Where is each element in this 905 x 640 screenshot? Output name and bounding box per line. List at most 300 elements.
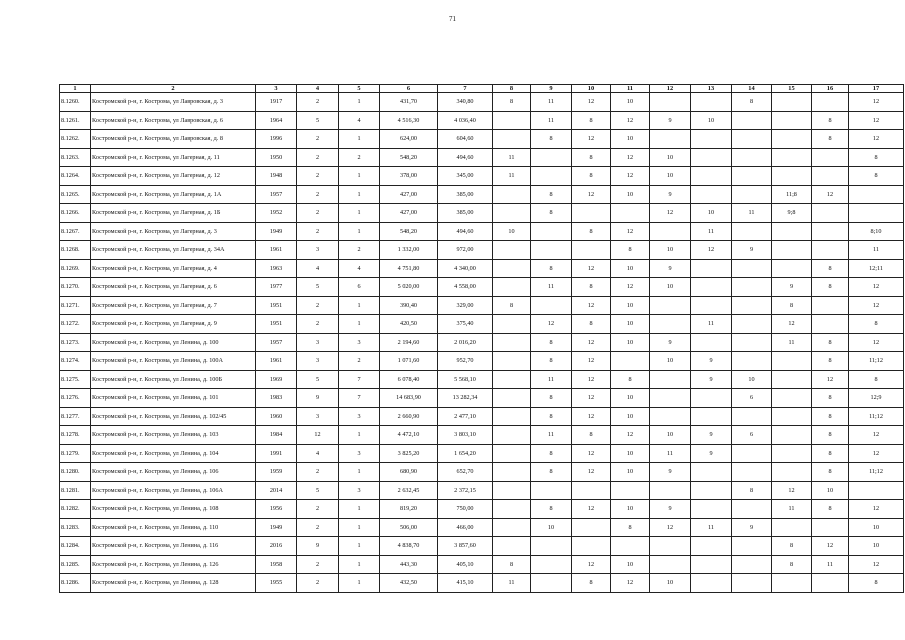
value-cell-col-15: 12 bbox=[772, 315, 812, 334]
value-cell-col-4: 9 bbox=[297, 537, 339, 556]
value-cell-col-7: 415,10 bbox=[438, 574, 493, 593]
value-cell-col-16: 12 bbox=[812, 537, 849, 556]
value-cell-col-4: 4 bbox=[297, 444, 339, 463]
value-cell-col-16: 11 bbox=[812, 555, 849, 574]
header-row bbox=[60, 85, 904, 93]
row-number-cell: 8.1263. bbox=[60, 148, 91, 167]
value-cell-col-3: 1951 bbox=[256, 315, 297, 334]
value-cell-col-3: 1949 bbox=[256, 518, 297, 537]
row-number-cell: 8.1270. bbox=[60, 278, 91, 297]
value-cell-col-16 bbox=[812, 167, 849, 186]
address-cell: Костромской р-н, г. Кострома, ул Ленина, д. 103 bbox=[91, 426, 256, 445]
value-cell-col-14 bbox=[732, 537, 772, 556]
value-cell-col-14 bbox=[732, 278, 772, 297]
value-cell-col-10: 8 bbox=[572, 222, 611, 241]
value-cell-col-14 bbox=[732, 574, 772, 593]
value-cell-col-9: 11 bbox=[531, 370, 572, 389]
value-cell-col-9 bbox=[531, 555, 572, 574]
value-cell-col-8 bbox=[493, 111, 531, 130]
value-cell-col-10: 8 bbox=[572, 574, 611, 593]
row-number-cell: 8.1279. bbox=[60, 444, 91, 463]
value-cell-col-11: 12 bbox=[611, 574, 650, 593]
value-cell-col-14 bbox=[732, 111, 772, 130]
value-cell-col-17: 12 bbox=[849, 296, 904, 315]
value-cell-col-6: 5 020,00 bbox=[380, 278, 438, 297]
address-cell: Костромской р-н, г. Кострома, ул Ленина, д. 106А bbox=[91, 481, 256, 500]
value-cell-col-13 bbox=[691, 278, 732, 297]
value-cell-col-3: 1957 bbox=[256, 185, 297, 204]
value-cell-col-14 bbox=[732, 500, 772, 519]
column-header-5: 5 bbox=[339, 85, 380, 93]
value-cell-col-5: 1 bbox=[339, 500, 380, 519]
value-cell-col-11 bbox=[611, 204, 650, 223]
value-cell-col-3: 1984 bbox=[256, 426, 297, 445]
value-cell-col-13: 12 bbox=[691, 241, 732, 260]
value-cell-col-16: 8 bbox=[812, 426, 849, 445]
row-number-cell: 8.1265. bbox=[60, 185, 91, 204]
value-cell-col-9: 8 bbox=[531, 463, 572, 482]
value-cell-col-6: 506,00 bbox=[380, 518, 438, 537]
value-cell-col-12 bbox=[650, 370, 691, 389]
value-cell-col-17: 12;11 bbox=[849, 259, 904, 278]
value-cell-col-5: 1 bbox=[339, 518, 380, 537]
value-cell-col-17: 12 bbox=[849, 278, 904, 297]
value-cell-col-13 bbox=[691, 407, 732, 426]
value-cell-col-7: 340,80 bbox=[438, 93, 493, 112]
value-cell-col-15 bbox=[772, 130, 812, 149]
value-cell-col-8 bbox=[493, 278, 531, 297]
value-cell-col-9 bbox=[531, 241, 572, 260]
column-header-4: 4 bbox=[297, 85, 339, 93]
value-cell-col-4: 5 bbox=[297, 111, 339, 130]
value-cell-col-8 bbox=[493, 315, 531, 334]
value-cell-col-6: 819,20 bbox=[380, 500, 438, 519]
value-cell-col-8: 8 bbox=[493, 296, 531, 315]
value-cell-col-13 bbox=[691, 296, 732, 315]
value-cell-col-11: 10 bbox=[611, 93, 650, 112]
value-cell-col-10: 8 bbox=[572, 426, 611, 445]
value-cell-col-6: 548,20 bbox=[380, 222, 438, 241]
row-number-cell: 8.1278. bbox=[60, 426, 91, 445]
value-cell-col-3: 1957 bbox=[256, 333, 297, 352]
value-cell-col-14: 10 bbox=[732, 370, 772, 389]
value-cell-col-3: 1958 bbox=[256, 555, 297, 574]
table-body bbox=[60, 93, 904, 593]
value-cell-col-4: 2 bbox=[297, 555, 339, 574]
value-cell-col-6: 2 194,60 bbox=[380, 333, 438, 352]
value-cell-col-15 bbox=[772, 111, 812, 130]
value-cell-col-7: 652,70 bbox=[438, 463, 493, 482]
column-header-6: 6 bbox=[380, 85, 438, 93]
address-cell: Костромской р-н, г. Кострома, ул Ленина, д. 106 bbox=[91, 463, 256, 482]
value-cell-col-11: 8 bbox=[611, 370, 650, 389]
value-cell-col-11: 10 bbox=[611, 315, 650, 334]
value-cell-col-15: 11 bbox=[772, 333, 812, 352]
address-cell: Костромской р-н, г. Кострома, ул Лагерная, д. 6 bbox=[91, 278, 256, 297]
value-cell-col-5: 1 bbox=[339, 204, 380, 223]
address-cell: Костромской р-н, г. Кострома, ул Лагерная, д. 4 bbox=[91, 259, 256, 278]
value-cell-col-3: 1917 bbox=[256, 93, 297, 112]
value-cell-col-13: 9 bbox=[691, 370, 732, 389]
value-cell-col-11: 8 bbox=[611, 241, 650, 260]
value-cell-col-17: 10 bbox=[849, 537, 904, 556]
address-cell: Костромской р-н, г. Кострома, ул Лавровская, д. 8 bbox=[91, 130, 256, 149]
value-cell-col-7: 604,60 bbox=[438, 130, 493, 149]
value-cell-col-10: 12 bbox=[572, 352, 611, 371]
value-cell-col-8 bbox=[493, 241, 531, 260]
value-cell-col-10: 12 bbox=[572, 130, 611, 149]
value-cell-col-12 bbox=[650, 407, 691, 426]
value-cell-col-10: 12 bbox=[572, 463, 611, 482]
value-cell-col-3: 1977 bbox=[256, 278, 297, 297]
row-number-cell: 8.1262. bbox=[60, 130, 91, 149]
value-cell-col-5: 1 bbox=[339, 463, 380, 482]
value-cell-col-17: 8 bbox=[849, 167, 904, 186]
value-cell-col-16: 8 bbox=[812, 389, 849, 408]
value-cell-col-15 bbox=[772, 93, 812, 112]
value-cell-col-9: 12 bbox=[531, 315, 572, 334]
value-cell-col-4: 2 bbox=[297, 93, 339, 112]
value-cell-col-5: 4 bbox=[339, 111, 380, 130]
value-cell-col-11: 12 bbox=[611, 148, 650, 167]
value-cell-col-8 bbox=[493, 407, 531, 426]
value-cell-col-4: 2 bbox=[297, 518, 339, 537]
value-cell-col-8 bbox=[493, 130, 531, 149]
value-cell-col-3: 1960 bbox=[256, 407, 297, 426]
value-cell-col-17: 12 bbox=[849, 130, 904, 149]
value-cell-col-3: 1952 bbox=[256, 204, 297, 223]
value-cell-col-8 bbox=[493, 370, 531, 389]
column-header-7: 7 bbox=[438, 85, 493, 93]
value-cell-col-5: 1 bbox=[339, 296, 380, 315]
value-cell-col-15 bbox=[772, 444, 812, 463]
value-cell-col-9: 10 bbox=[531, 518, 572, 537]
value-cell-col-6: 378,00 bbox=[380, 167, 438, 186]
value-cell-col-3: 1969 bbox=[256, 370, 297, 389]
value-cell-col-13 bbox=[691, 259, 732, 278]
value-cell-col-7: 4 558,00 bbox=[438, 278, 493, 297]
value-cell-col-10: 12 bbox=[572, 333, 611, 352]
row-number-cell: 8.1281. bbox=[60, 481, 91, 500]
address-cell: Костромской р-н, г. Кострома, ул Ленина, д. 102/45 bbox=[91, 407, 256, 426]
value-cell-col-12: 9 bbox=[650, 259, 691, 278]
value-cell-col-4: 3 bbox=[297, 352, 339, 371]
value-cell-col-8 bbox=[493, 333, 531, 352]
value-cell-col-14 bbox=[732, 167, 772, 186]
table-row bbox=[60, 389, 904, 408]
value-cell-col-11: 8 bbox=[611, 518, 650, 537]
value-cell-col-9: 8 bbox=[531, 389, 572, 408]
value-cell-col-11: 10 bbox=[611, 259, 650, 278]
value-cell-col-16: 12 bbox=[812, 185, 849, 204]
value-cell-col-11 bbox=[611, 352, 650, 371]
value-cell-col-9 bbox=[531, 222, 572, 241]
address-cell: Костромской р-н, г. Кострома, ул Лагерная, д. 12 bbox=[91, 167, 256, 186]
column-header-12: 12 bbox=[650, 85, 691, 93]
value-cell-col-17: 11;12 bbox=[849, 352, 904, 371]
value-cell-col-15 bbox=[772, 259, 812, 278]
column-header-14: 14 bbox=[732, 85, 772, 93]
value-cell-col-16 bbox=[812, 93, 849, 112]
value-cell-col-7: 972,00 bbox=[438, 241, 493, 260]
value-cell-col-15 bbox=[772, 352, 812, 371]
value-cell-col-7: 375,40 bbox=[438, 315, 493, 334]
value-cell-col-11: 10 bbox=[611, 444, 650, 463]
value-cell-col-5: 1 bbox=[339, 222, 380, 241]
value-cell-col-14 bbox=[732, 130, 772, 149]
table-row bbox=[60, 204, 904, 223]
value-cell-col-10: 12 bbox=[572, 500, 611, 519]
value-cell-col-16: 8 bbox=[812, 111, 849, 130]
value-cell-col-4: 5 bbox=[297, 278, 339, 297]
value-cell-col-5: 2 bbox=[339, 241, 380, 260]
value-cell-col-5: 3 bbox=[339, 333, 380, 352]
value-cell-col-9: 8 bbox=[531, 333, 572, 352]
value-cell-col-10: 8 bbox=[572, 148, 611, 167]
value-cell-col-13: 11 bbox=[691, 222, 732, 241]
row-number-cell: 8.1261. bbox=[60, 111, 91, 130]
table-row bbox=[60, 555, 904, 574]
value-cell-col-7: 385,00 bbox=[438, 204, 493, 223]
value-cell-col-17: 12;9 bbox=[849, 389, 904, 408]
address-cell: Костромской р-н, г. Кострома, ул Лагерная, д. 1Б bbox=[91, 204, 256, 223]
value-cell-col-11: 10 bbox=[611, 333, 650, 352]
value-cell-col-5: 3 bbox=[339, 407, 380, 426]
value-cell-col-4: 5 bbox=[297, 370, 339, 389]
value-cell-col-5: 3 bbox=[339, 481, 380, 500]
value-cell-col-15 bbox=[772, 370, 812, 389]
value-cell-col-9: 8 bbox=[531, 500, 572, 519]
value-cell-col-16 bbox=[812, 241, 849, 260]
value-cell-col-3: 1961 bbox=[256, 241, 297, 260]
value-cell-col-6: 2 660,90 bbox=[380, 407, 438, 426]
value-cell-col-11: 10 bbox=[611, 407, 650, 426]
value-cell-col-8 bbox=[493, 481, 531, 500]
row-number-cell: 8.1266. bbox=[60, 204, 91, 223]
value-cell-col-5: 3 bbox=[339, 444, 380, 463]
value-cell-col-15: 11;8 bbox=[772, 185, 812, 204]
value-cell-col-12: 10 bbox=[650, 278, 691, 297]
value-cell-col-14 bbox=[732, 296, 772, 315]
value-cell-col-7: 5 568,10 bbox=[438, 370, 493, 389]
table-row bbox=[60, 370, 904, 389]
value-cell-col-12: 11 bbox=[650, 444, 691, 463]
row-number-cell: 8.1271. bbox=[60, 296, 91, 315]
address-cell: Костромской р-н, г. Кострома, ул Ленина, д. 101 bbox=[91, 389, 256, 408]
value-cell-col-16: 8 bbox=[812, 130, 849, 149]
value-cell-col-7: 385,00 bbox=[438, 185, 493, 204]
value-cell-col-4: 12 bbox=[297, 426, 339, 445]
value-cell-col-10 bbox=[572, 241, 611, 260]
row-number-cell: 8.1260. bbox=[60, 93, 91, 112]
value-cell-col-4: 2 bbox=[297, 185, 339, 204]
value-cell-col-16: 10 bbox=[812, 481, 849, 500]
column-header-15: 15 bbox=[772, 85, 812, 93]
value-cell-col-16: 8 bbox=[812, 259, 849, 278]
value-cell-col-12: 10 bbox=[650, 352, 691, 371]
value-cell-col-13 bbox=[691, 537, 732, 556]
value-cell-col-15 bbox=[772, 148, 812, 167]
value-cell-col-7: 345,00 bbox=[438, 167, 493, 186]
value-cell-col-8 bbox=[493, 352, 531, 371]
value-cell-col-17: 8 bbox=[849, 370, 904, 389]
value-cell-col-5: 6 bbox=[339, 278, 380, 297]
value-cell-col-5: 1 bbox=[339, 185, 380, 204]
value-cell-col-4: 2 bbox=[297, 130, 339, 149]
value-cell-col-3: 1949 bbox=[256, 222, 297, 241]
row-number-cell: 8.1268. bbox=[60, 241, 91, 260]
value-cell-col-15: 8 bbox=[772, 537, 812, 556]
value-cell-col-5: 1 bbox=[339, 574, 380, 593]
value-cell-col-9: 8 bbox=[531, 352, 572, 371]
address-cell: Костромской р-н, г. Кострома, ул Лагерная, д. 7 bbox=[91, 296, 256, 315]
value-cell-col-4: 2 bbox=[297, 315, 339, 334]
value-cell-col-12: 9 bbox=[650, 111, 691, 130]
value-cell-col-3: 1948 bbox=[256, 167, 297, 186]
value-cell-col-11: 10 bbox=[611, 500, 650, 519]
value-cell-col-7: 3 857,60 bbox=[438, 537, 493, 556]
value-cell-col-3: 1991 bbox=[256, 444, 297, 463]
value-cell-col-4: 2 bbox=[297, 204, 339, 223]
value-cell-col-14: 9 bbox=[732, 241, 772, 260]
value-cell-col-12 bbox=[650, 389, 691, 408]
value-cell-col-6: 4 472,10 bbox=[380, 426, 438, 445]
value-cell-col-5: 1 bbox=[339, 537, 380, 556]
value-cell-col-13 bbox=[691, 463, 732, 482]
address-cell: Костромской р-н, г. Кострома, ул Ленина, д. 108 bbox=[91, 500, 256, 519]
row-number-cell: 8.1267. bbox=[60, 222, 91, 241]
value-cell-col-6: 4 516,30 bbox=[380, 111, 438, 130]
value-cell-col-15 bbox=[772, 463, 812, 482]
value-cell-col-14: 6 bbox=[732, 389, 772, 408]
value-cell-col-8 bbox=[493, 389, 531, 408]
value-cell-col-5: 2 bbox=[339, 352, 380, 371]
column-header-17: 17 bbox=[849, 85, 904, 93]
value-cell-col-15: 8 bbox=[772, 555, 812, 574]
value-cell-col-11: 10 bbox=[611, 555, 650, 574]
value-cell-col-3: 1955 bbox=[256, 574, 297, 593]
value-cell-col-16 bbox=[812, 148, 849, 167]
table-row bbox=[60, 518, 904, 537]
value-cell-col-9 bbox=[531, 481, 572, 500]
value-cell-col-14: 9 bbox=[732, 518, 772, 537]
value-cell-col-10: 12 bbox=[572, 555, 611, 574]
value-cell-col-4: 3 bbox=[297, 241, 339, 260]
value-cell-col-11 bbox=[611, 481, 650, 500]
value-cell-col-9: 8 bbox=[531, 444, 572, 463]
value-cell-col-17 bbox=[849, 204, 904, 223]
value-cell-col-17: 12 bbox=[849, 500, 904, 519]
value-cell-col-17: 12 bbox=[849, 111, 904, 130]
value-cell-col-17: 12 bbox=[849, 444, 904, 463]
value-cell-col-13 bbox=[691, 481, 732, 500]
value-cell-col-7: 1 654,20 bbox=[438, 444, 493, 463]
value-cell-col-10 bbox=[572, 481, 611, 500]
value-cell-col-10: 8 bbox=[572, 111, 611, 130]
table-row bbox=[60, 93, 904, 112]
value-cell-col-13: 11 bbox=[691, 315, 732, 334]
value-cell-col-16: 8 bbox=[812, 463, 849, 482]
value-cell-col-9 bbox=[531, 537, 572, 556]
value-cell-col-17 bbox=[849, 185, 904, 204]
value-cell-col-8: 11 bbox=[493, 167, 531, 186]
row-number-cell: 8.1275. bbox=[60, 370, 91, 389]
value-cell-col-11: 10 bbox=[611, 130, 650, 149]
value-cell-col-6: 3 825,20 bbox=[380, 444, 438, 463]
value-cell-col-17 bbox=[849, 481, 904, 500]
value-cell-col-14: 6 bbox=[732, 426, 772, 445]
value-cell-col-9: 11 bbox=[531, 93, 572, 112]
value-cell-col-9: 8 bbox=[531, 259, 572, 278]
value-cell-col-16 bbox=[812, 574, 849, 593]
value-cell-col-14 bbox=[732, 407, 772, 426]
value-cell-col-14 bbox=[732, 555, 772, 574]
row-number-cell: 8.1264. bbox=[60, 167, 91, 186]
value-cell-col-9: 11 bbox=[531, 278, 572, 297]
value-cell-col-14 bbox=[732, 333, 772, 352]
value-cell-col-14 bbox=[732, 185, 772, 204]
value-cell-col-9: 11 bbox=[531, 426, 572, 445]
value-cell-col-10: 12 bbox=[572, 296, 611, 315]
value-cell-col-6: 548,20 bbox=[380, 148, 438, 167]
value-cell-col-11: 12 bbox=[611, 278, 650, 297]
value-cell-col-13 bbox=[691, 167, 732, 186]
value-cell-col-7: 2 016,20 bbox=[438, 333, 493, 352]
value-cell-col-6: 14 683,90 bbox=[380, 389, 438, 408]
value-cell-col-6: 1 071,60 bbox=[380, 352, 438, 371]
value-cell-col-4: 4 bbox=[297, 259, 339, 278]
value-cell-col-6: 680,90 bbox=[380, 463, 438, 482]
value-cell-col-8 bbox=[493, 185, 531, 204]
value-cell-col-10 bbox=[572, 537, 611, 556]
table-row bbox=[60, 241, 904, 260]
value-cell-col-12 bbox=[650, 315, 691, 334]
value-cell-col-11: 10 bbox=[611, 389, 650, 408]
address-cell: Костромской р-н, г. Кострома, ул Ленина, д. 100 bbox=[91, 333, 256, 352]
column-header-10: 10 bbox=[572, 85, 611, 93]
value-cell-col-12 bbox=[650, 555, 691, 574]
table-row bbox=[60, 574, 904, 593]
value-cell-col-11: 10 bbox=[611, 296, 650, 315]
value-cell-col-8: 8 bbox=[493, 93, 531, 112]
address-cell: Костромской р-н, г. Кострома, ул Ленина, д. 128 bbox=[91, 574, 256, 593]
table-row bbox=[60, 352, 904, 371]
value-cell-col-12 bbox=[650, 537, 691, 556]
value-cell-col-3: 1956 bbox=[256, 500, 297, 519]
value-cell-col-6: 432,50 bbox=[380, 574, 438, 593]
table-row bbox=[60, 426, 904, 445]
address-cell: Костромской р-н, г. Кострома, ул Лагерная, д. 11 bbox=[91, 148, 256, 167]
value-cell-col-9: 8 bbox=[531, 204, 572, 223]
value-cell-col-13: 9 bbox=[691, 444, 732, 463]
value-cell-col-14 bbox=[732, 148, 772, 167]
value-cell-col-15 bbox=[772, 426, 812, 445]
value-cell-col-15 bbox=[772, 222, 812, 241]
value-cell-col-9 bbox=[531, 296, 572, 315]
value-cell-col-4: 3 bbox=[297, 333, 339, 352]
value-cell-col-15 bbox=[772, 167, 812, 186]
value-cell-col-10: 12 bbox=[572, 259, 611, 278]
value-cell-col-7: 952,70 bbox=[438, 352, 493, 371]
value-cell-col-5: 1 bbox=[339, 315, 380, 334]
value-cell-col-16: 8 bbox=[812, 352, 849, 371]
value-cell-col-4: 2 bbox=[297, 222, 339, 241]
table-row bbox=[60, 407, 904, 426]
value-cell-col-7: 3 803,10 bbox=[438, 426, 493, 445]
value-cell-col-3: 2016 bbox=[256, 537, 297, 556]
row-number-cell: 8.1277. bbox=[60, 407, 91, 426]
value-cell-col-14: 11 bbox=[732, 204, 772, 223]
